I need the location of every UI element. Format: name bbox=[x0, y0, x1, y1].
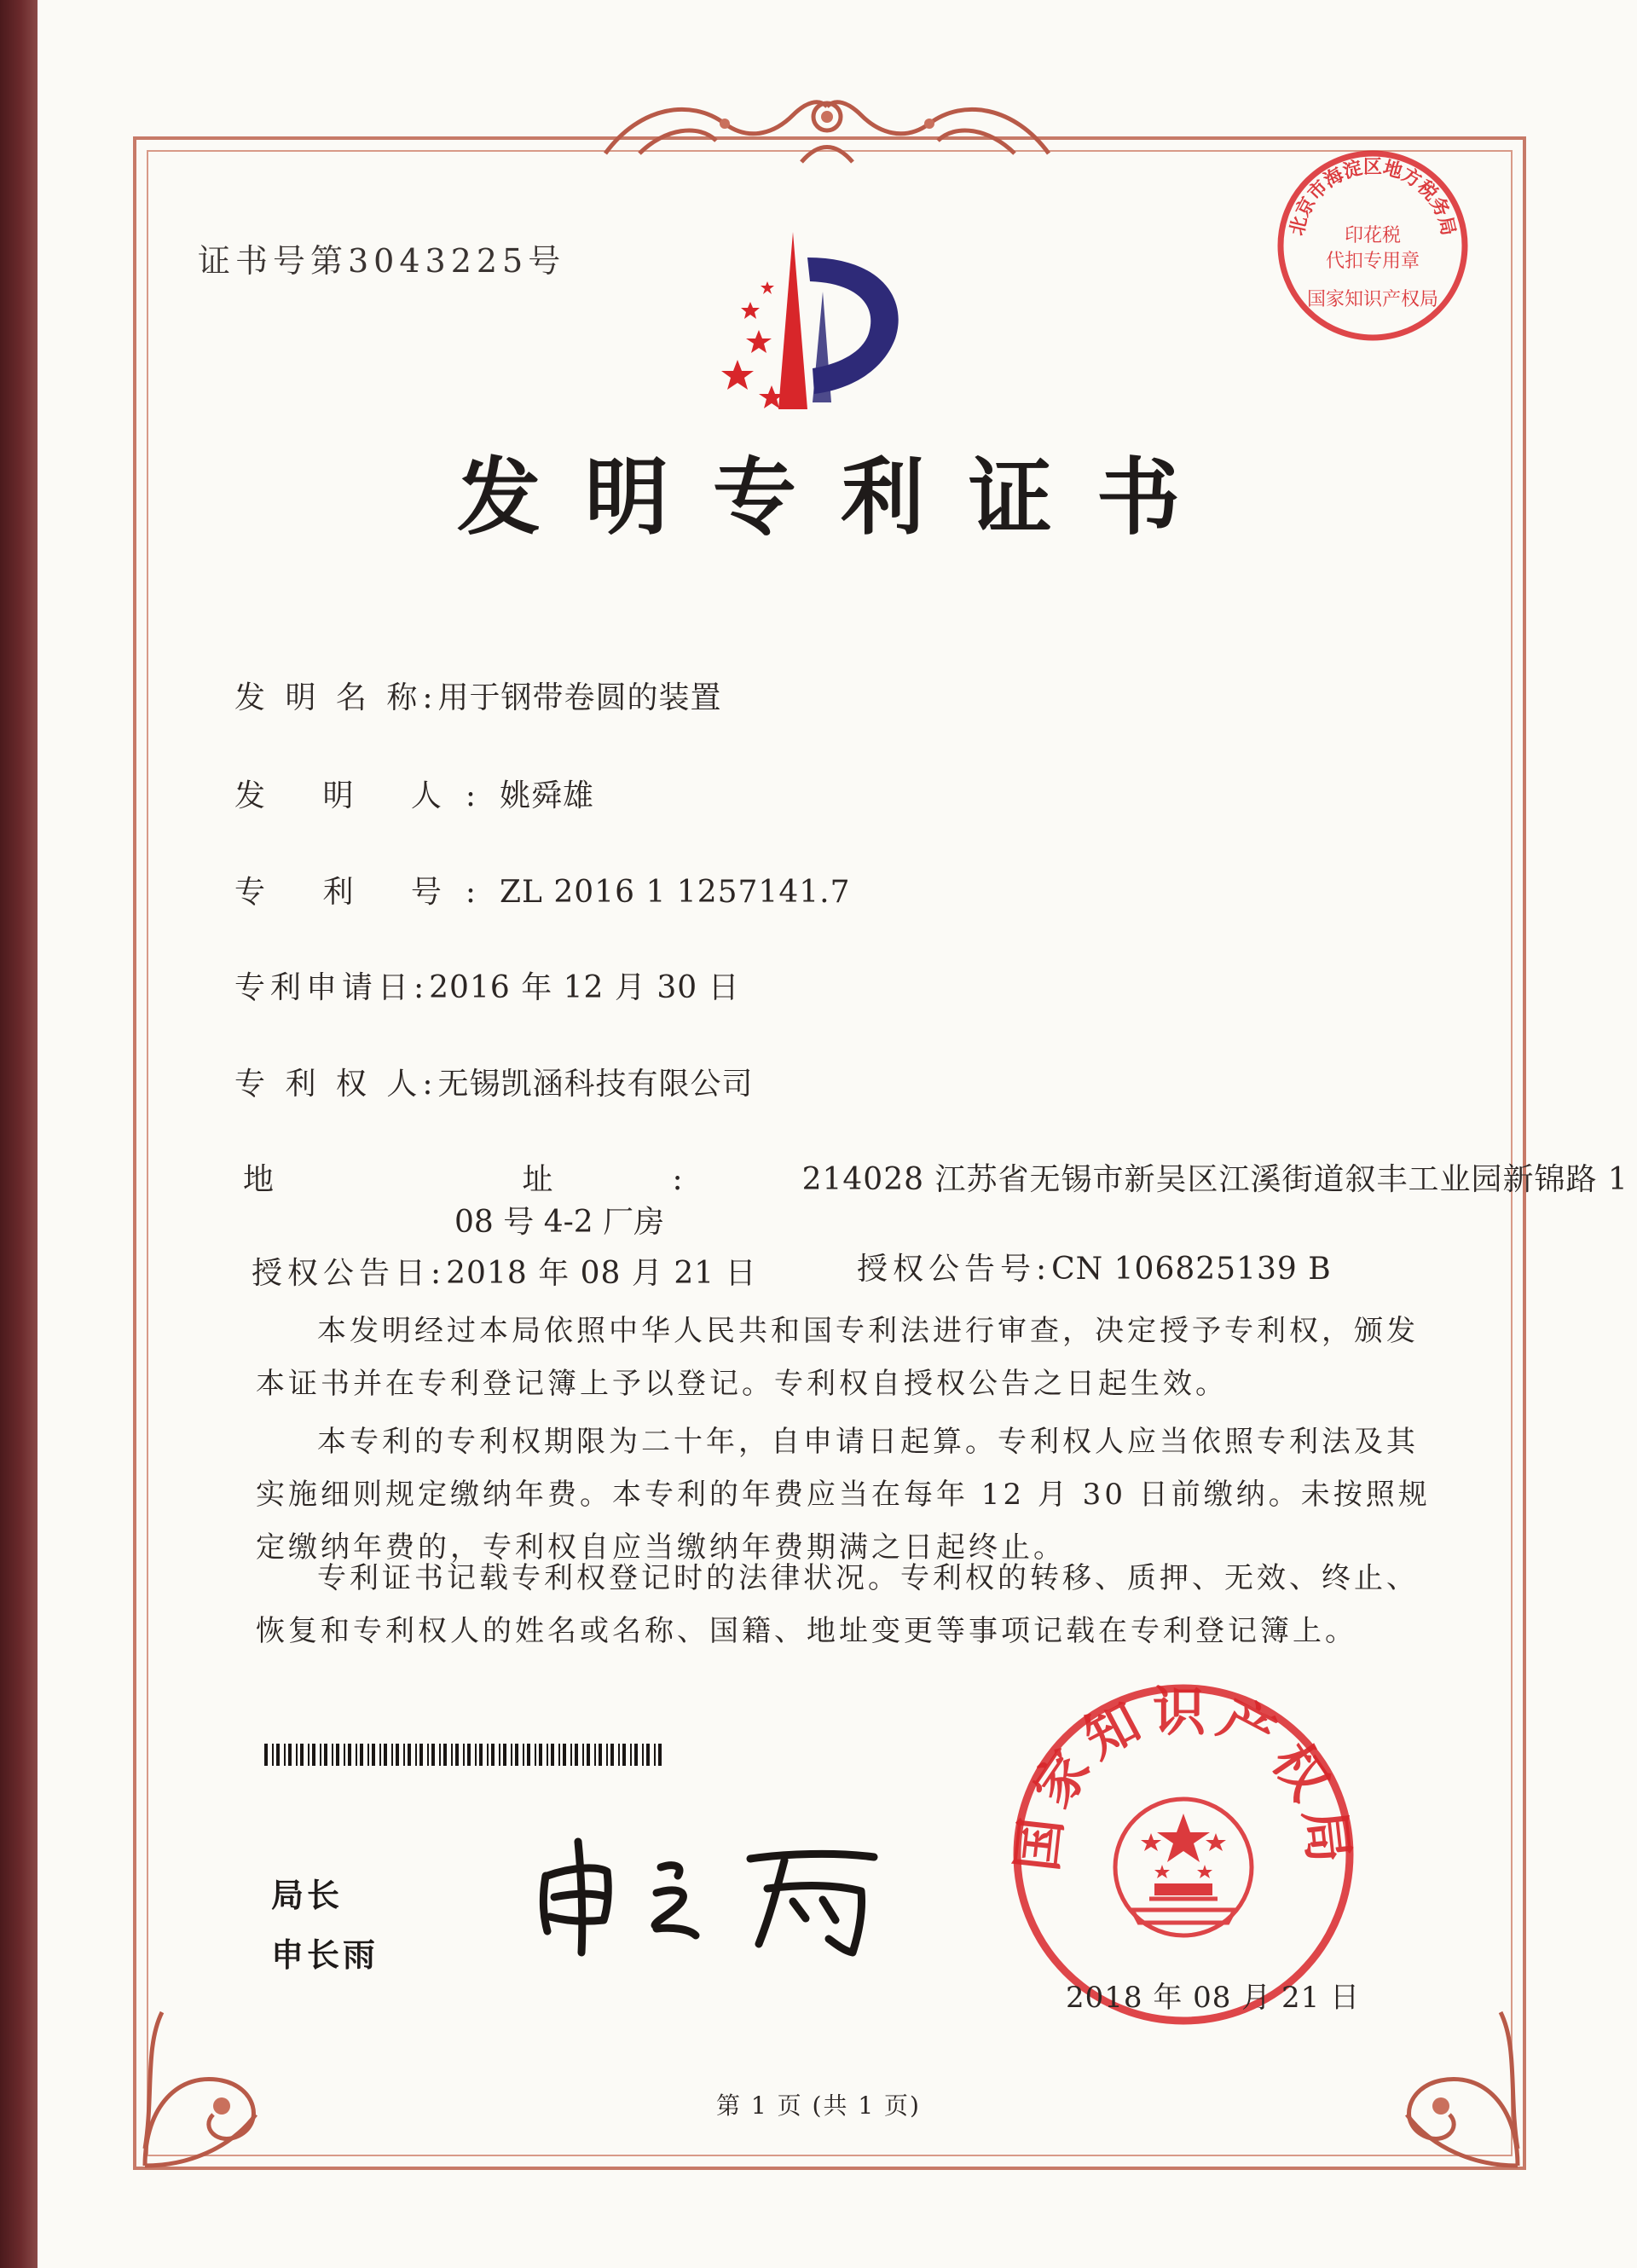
barcode bbox=[264, 1744, 665, 1766]
field-label: 授权公告号: bbox=[857, 1252, 1052, 1287]
field-address bbox=[243, 1155, 1628, 1199]
field-value: ZL 2016 1 1257141.7 bbox=[500, 875, 851, 910]
top-ornament bbox=[588, 81, 1066, 175]
patent-office-emblem bbox=[712, 223, 925, 419]
field-label: 授权公告日: bbox=[252, 1256, 447, 1291]
bottom-left-ornament bbox=[128, 1978, 298, 2174]
field-label: 发 明 人: bbox=[234, 778, 500, 813]
field-value: 无锡凯涵科技有限公司 bbox=[437, 1067, 754, 1102]
field-invention-name bbox=[234, 674, 721, 717]
field-filing-date bbox=[234, 963, 740, 1007]
svg-text:国家知识产权局: 国家知识产权局 bbox=[1306, 289, 1439, 310]
bottom-right-ornament bbox=[1364, 1978, 1535, 2174]
svg-text:代扣专用章: 代扣专用章 bbox=[1325, 251, 1420, 272]
field-value: 2016 年 12 月 30 日 bbox=[429, 970, 740, 1005]
field-value: 2018 年 08 月 21 日 bbox=[446, 1256, 757, 1291]
handwritten-signature bbox=[529, 1825, 887, 1961]
certificate-title: 发明专利证书 bbox=[456, 449, 1224, 547]
svg-text:北京市海淀区地方税务局: 北京市海淀区地方税务局 bbox=[1287, 156, 1459, 238]
field-patent-number bbox=[234, 868, 850, 911]
field-grant-date bbox=[252, 1249, 757, 1293]
field-grant-number bbox=[857, 1245, 1332, 1288]
svg-text:国家知识产权局: 国家知识产权局 bbox=[1005, 1681, 1362, 1875]
field-label: 专 利 权 人: bbox=[234, 1067, 438, 1102]
field-value: 214028 江苏省无锡市新吴区江溪街道叙丰工业园新锦路 1 bbox=[801, 1162, 1628, 1197]
field-label: 发 明 名 称: bbox=[234, 680, 438, 715]
paragraph-term: 本专利的专利权期限为二十年，自申请日起算。专利权人应当依照专利法及其实施细则规定缴纳年费。本专利的年费应当在每年 12 月 30 日前缴纳。未按照规定缴纳年费的，专利权自应当缴纳年费期满之日起终止。 bbox=[256, 1425, 1431, 1565]
field-value: 姚舜雄 bbox=[500, 778, 595, 813]
paragraph-grant-notice: 本发明经过本局依照中华人民共和国专利法进行审查，决定授予专利权，颁发本证书并在专利登记簿上予以登记。专利权自授权公告之日起生效。 bbox=[256, 1314, 1419, 1401]
paragraph-legal-status: 专利证书记载专利权登记时的法律状况。专利权的转移、质押、无效、终止、恢复和专利权人的姓名或名称、国籍、地址变更等事项记载在专利登记簿上。 bbox=[256, 1561, 1419, 1648]
field-label: 专 利 号: bbox=[234, 875, 500, 910]
seal-date: 2018 年 08 月 21 日 bbox=[1066, 1981, 1361, 2015]
svg-text:印花税: 印花税 bbox=[1344, 225, 1402, 246]
field-address-line2: 08 号 4-2 厂房 bbox=[454, 1205, 665, 1240]
certificate-number: 证书号第3043225号 bbox=[198, 242, 566, 280]
field-label: 地 址: bbox=[243, 1162, 802, 1197]
page-number: 第 1 页 (共 1 页) bbox=[716, 2092, 921, 2120]
field-inventor bbox=[234, 772, 594, 815]
field-patentee bbox=[234, 1060, 753, 1103]
stamp-tax-seal bbox=[1270, 143, 1475, 348]
field-value: 用于钢带卷圆的装置 bbox=[437, 680, 722, 715]
binding-spine bbox=[0, 0, 38, 2268]
field-label: 专利申请日: bbox=[234, 970, 430, 1005]
field-value: CN 106825139 B bbox=[1051, 1252, 1332, 1287]
signatory-name: 申长雨 bbox=[271, 1936, 379, 1974]
signatory-title: 局长 bbox=[271, 1877, 344, 1914]
